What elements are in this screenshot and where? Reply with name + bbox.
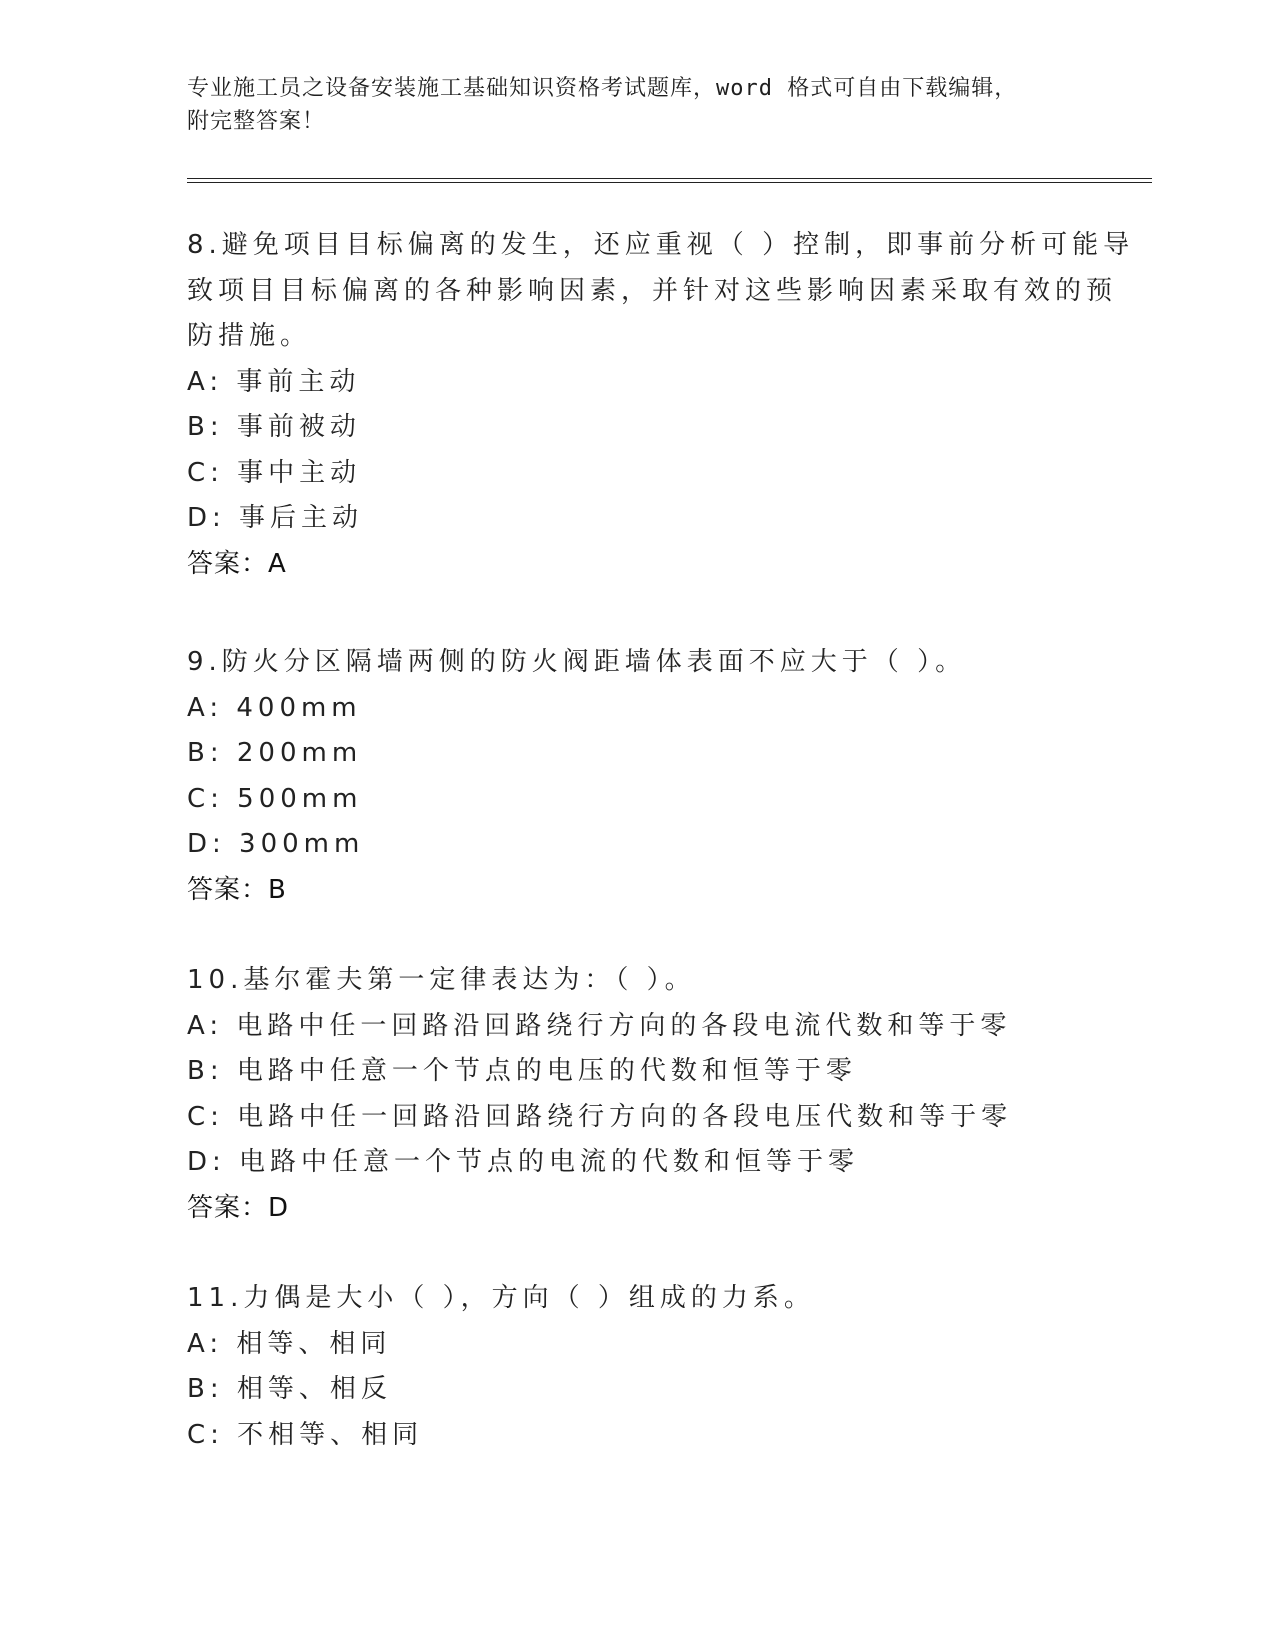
question-stem-line: 8.避免项目目标偏离的发生，还应重视（ ）控制，即事前分析可能导: [187, 230, 1135, 260]
option-a: A: 电路中任一回路沿回路绕行方向的各段电流代数和等于零: [187, 1010, 1012, 1041]
option-a: A: 相等、相同: [187, 1328, 392, 1359]
option-b: B: 相等、相反: [187, 1374, 392, 1404]
header-divider-bottom: [187, 182, 1152, 183]
option-d: D: 300mm: [187, 829, 365, 859]
question-11: [187, 1276, 1087, 1458]
header-divider-top: [187, 178, 1152, 179]
answer-label: 答案：A: [187, 548, 287, 579]
option-a: A: 事前主动: [187, 366, 361, 397]
header-line-1: 专业施工员之设备安装施工基础知识资格考试题库，word 格式可自由下载编辑，: [187, 76, 1018, 101]
answer-label: 答案：B: [187, 874, 287, 905]
option-c: C: 电路中任一回路沿回路绕行方向的各段电压代数和等于零: [187, 1101, 1013, 1132]
question-9: [187, 640, 1087, 913]
question-stem-line: 11.力偶是大小（ ），方向（ ）组成的力系。: [187, 1283, 815, 1313]
answer-label: 答案：D: [187, 1192, 290, 1223]
option-b: B: 电路中任意一个节点的电压的代数和恒等于零: [187, 1056, 857, 1086]
question-stem-line: 致项目目标偏离的各种影响因素，并针对这些影响因素采取有效的预: [187, 275, 1118, 306]
question-stem-line: 防措施。: [187, 321, 312, 351]
header-line-2: 附完整答案！: [187, 109, 326, 134]
document-header: [187, 72, 1087, 138]
question-10: [187, 958, 1087, 1231]
option-c: C: 不相等、相同: [187, 1419, 424, 1450]
question-8: [187, 223, 1135, 587]
option-c: C: 500mm: [187, 783, 363, 814]
question-stem-line: 10.基尔霍夫第一定律表达为：（ ）。: [187, 965, 696, 995]
option-b: B: 200mm: [187, 738, 363, 768]
option-c: C: 事中主动: [187, 457, 362, 488]
option-d: D: 电路中任意一个节点的电流的代数和恒等于零: [187, 1147, 860, 1177]
option-b: B: 事前被动: [187, 412, 361, 442]
option-d: D: 事后主动: [187, 503, 364, 533]
option-a: A: 400mm: [187, 692, 362, 723]
question-stem-line: 9.防火分区隔墙两侧的防火阀距墙体表面不应大于（ ）。: [187, 647, 967, 677]
